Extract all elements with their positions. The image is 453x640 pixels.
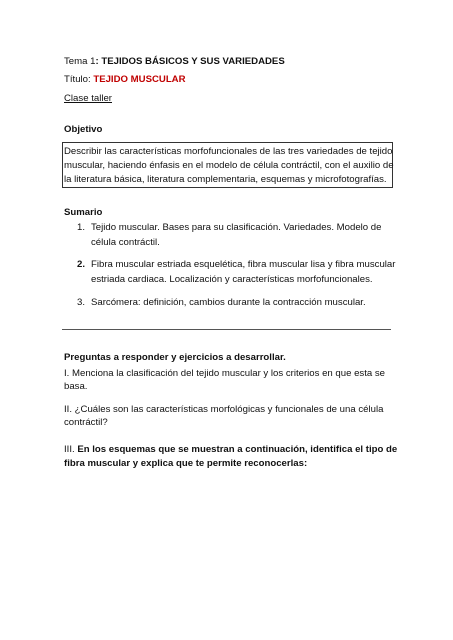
question-3-prefix: III. [64, 444, 78, 455]
list-number: 2. [77, 259, 86, 270]
list-item-text: Tejido muscular. Bases para su clasificación. Variedades. Modelo de [91, 222, 382, 233]
objetivo-line-1: Describir las características morfofuncionales de las tres variedades de tejido [64, 146, 393, 157]
objetivo-line-3: la literatura básica, literatura complementaria, esquemas y microfotografías. [64, 174, 387, 185]
list-item-text: estriada cardiaca. Localización y características morfofuncionales. [91, 274, 373, 285]
titulo-line [64, 74, 186, 85]
question-1-line-2: basa. [64, 381, 88, 392]
question-2-line-1: II. ¿Cuáles son las características morfológicas y funcionales de una célula [64, 404, 384, 415]
sumario-heading: Sumario [64, 207, 103, 218]
preguntas-heading: Preguntas a responder y ejercicios a desarrollar. [64, 352, 286, 363]
objetivo-line-2: muscular, haciendo énfasis en el modelo de célula contráctil, con el auxilio de [64, 160, 394, 171]
clase-taller: Clase taller [64, 93, 112, 104]
question-3-text: En los esquemas que se muestran a continuación, identifica el tipo de [77, 444, 398, 455]
section-divider [62, 329, 391, 330]
tema-prefix: Tema 1 [64, 56, 96, 67]
objetivo-heading: Objetivo [64, 124, 103, 135]
question-3-line-2: fibra muscular y explica que te permite reconocerlas: [64, 458, 308, 469]
question-1-line-1: I. Menciona la clasificación del tejido muscular y los criterios en que esta se [64, 368, 386, 379]
titulo-value: TEJIDO MUSCULAR [93, 74, 186, 85]
titulo-prefix: Título: [64, 74, 94, 85]
question-3-line-1 [64, 444, 397, 455]
list-item-text: célula contráctil. [91, 237, 160, 248]
tema-colon: : [95, 56, 102, 67]
list-number: 3. [77, 297, 86, 308]
question-2-line-2: contráctil? [64, 417, 108, 428]
tema-line [64, 56, 285, 67]
list-item-text: Fibra muscular estriada esquelética, fibra muscular lisa y fibra muscular [91, 259, 396, 270]
list-number: 1. [77, 222, 86, 233]
list-item-text: Sarcómera: definición, cambios durante la contracción muscular. [91, 297, 366, 308]
tema-title: TEJIDOS BÁSICOS Y SUS VARIEDADES [101, 56, 285, 67]
